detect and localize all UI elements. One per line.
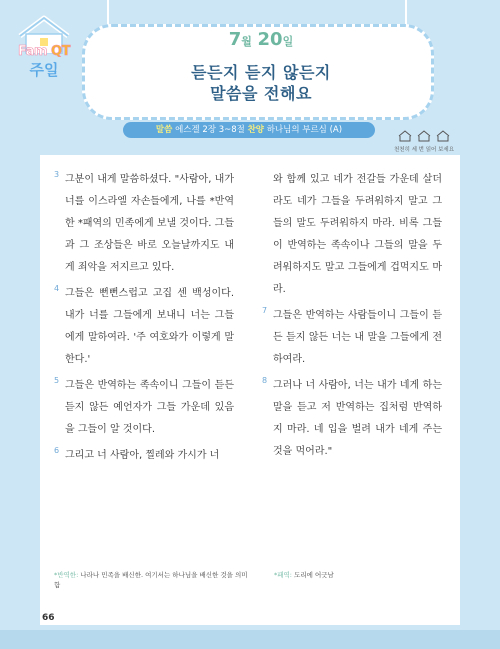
fam-qt-logo xyxy=(14,14,74,78)
verse-text: 와 함께 있고 네가 전갈들 가운데 살더라도 네가 그들을 두려워하지 말고 그들의 말도 두려워하지 마라. 비록 그들이 반역하는 족속이나 그들의 말을 두려워하지도 말고 그들에게 겁먹지도 마라. xyxy=(273,174,442,295)
hymn-tag: 찬양 xyxy=(247,125,265,135)
verse-number: 3 xyxy=(54,170,60,179)
footnote-2: *패역: 도리에 어긋남 xyxy=(274,571,334,579)
footer-band xyxy=(0,630,500,649)
verse xyxy=(262,375,442,463)
title-line-1: 듣든지 듣지 않든지 xyxy=(191,63,331,82)
title-line-2: 말씀을 전해요 xyxy=(210,84,312,103)
footnote-1: *반역한: 나라나 민족을 배신한. 여기서는 하나님을 배신한 것을 의미함 xyxy=(54,571,248,589)
bible-tag: 말씀 xyxy=(155,125,173,135)
passage-column-left xyxy=(54,169,234,471)
verse-number: 4 xyxy=(54,284,60,293)
verse-number: 7 xyxy=(262,306,268,315)
page-title xyxy=(85,62,437,104)
bible-reference: 에스겔 2장 3~8절 xyxy=(175,125,245,135)
verse-text: 그리고 너 사람아, 찔레와 가시가 너 xyxy=(65,450,220,461)
scripture-passage xyxy=(40,155,460,625)
verse-number: 6 xyxy=(54,446,60,455)
reading-guide-text: 천천히 세 번 읽어 보세요 xyxy=(393,147,455,153)
date-label: 7월 20일 xyxy=(228,29,294,50)
verse xyxy=(262,169,442,301)
title-card xyxy=(82,24,434,120)
brand-name: Fam QT xyxy=(18,44,70,59)
reading-guide xyxy=(392,130,456,158)
page-number: 66 xyxy=(42,613,55,623)
verse xyxy=(54,283,234,371)
scripture-reference-bar xyxy=(123,122,375,138)
verse xyxy=(54,375,234,441)
verse xyxy=(54,169,234,279)
brand-subtitle: 주일 xyxy=(29,61,59,79)
verse-text: 그들은 반역하는 사람들이니 그들이 듣든 듣지 않든 너는 내 말을 그들에게 전하여라. xyxy=(273,310,442,365)
verse-text: 그러나 너 사람아, 너는 내가 네게 하는 말을 듣고 저 반역하는 집처럼 반역하지 마라. 네 입을 벌려 내가 네게 주는 것을 먹어라." xyxy=(273,380,442,457)
verse xyxy=(54,445,234,467)
three-houses-icon xyxy=(396,130,452,142)
verse-text: 그분이 내게 말씀하셨다. "사람아, 내가 너를 이스라엘 자손들에게, 나를 *반역한 *패역의 민족에게 보낼 것이다. 그들과 그 조상들은 바로 오늘날까지도 내게 죄악을 저지르고 있다. xyxy=(65,174,234,273)
verse-text: 그들은 반역하는 족속이니 그들이 듣든 듣지 않든 예언자가 그들 가운데 있음을 그들이 알 것이다. xyxy=(65,380,234,435)
verse-number: 5 xyxy=(54,376,60,385)
verse xyxy=(262,305,442,371)
passage-column-right xyxy=(262,169,442,467)
footnotes xyxy=(54,570,434,596)
verse-text: 그들은 뻔뻔스럽고 고집 센 백성이다. 내가 너를 그들에게 보내니 너는 그들에게 말하여라. '주 여호와가 이렇게 말한다.' xyxy=(65,288,234,365)
verse-number: 8 xyxy=(262,376,268,385)
hymn-reference: 하나님의 부르심 (A) xyxy=(266,125,343,135)
